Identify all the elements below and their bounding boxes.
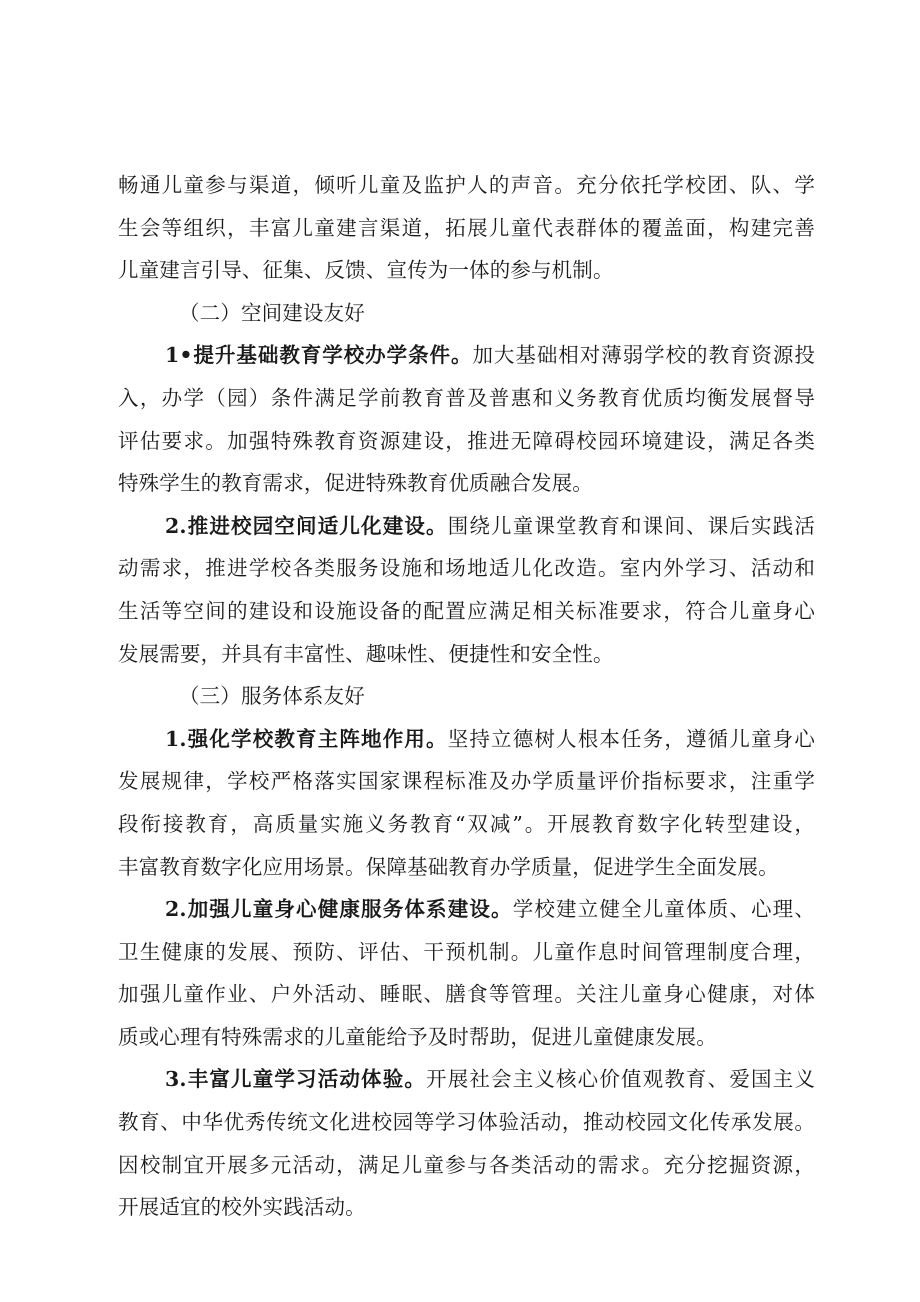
item-lead: 1•提升基础教育学校办学条件。	[165, 343, 473, 368]
text-line: 特殊学生的教育需求，促进特殊教育优质融合发展。	[118, 471, 593, 496]
text-line: 畅通儿童参与渠道，倾听儿童及监护人的声音。充分依托学校团、队、学	[118, 173, 815, 197]
text-line: 生活等空间的建设和设施设备的配置应满足相关标准要求，符合儿童身心	[118, 598, 815, 623]
text-line: 丰富教育数字化应用场景。保障基础教育办学质量，促进学生全面发展。	[118, 854, 779, 879]
paragraph-item-health-service	[118, 888, 815, 1058]
text-line	[118, 718, 815, 761]
text-line	[118, 505, 815, 548]
text-line: 加强儿童作业、户外活动、睡眠、膳食等管理。关注儿童身心健康，对体	[118, 982, 815, 1007]
paragraph-participation	[118, 164, 815, 292]
item-text: 开展社会主义核心价值观教育、爱国主义	[426, 1067, 815, 1092]
document-body	[118, 164, 815, 1229]
item-lead: 3.丰富儿童学习活动体验。	[165, 1067, 427, 1092]
text-line	[118, 888, 815, 931]
item-text: 学校建立健全儿童体质、心理、	[512, 897, 815, 922]
item-lead: 1.强化学校教育主阵地作用。	[165, 726, 448, 751]
item-lead: 2.加强儿童身心健康服务体系建设。	[165, 897, 513, 922]
paragraph-item-campus-space	[118, 505, 815, 675]
text-line: 卫生健康的发展、预防、评估、干预机制。儿童作息时间管理制度合理，	[118, 939, 815, 964]
item-text: 围绕儿童课堂教育和课间、课后实践活	[447, 513, 815, 538]
text-line: 教育、中华优秀传统文化进校园等学习体验活动，推动校园文化传承发展。	[118, 1110, 815, 1135]
text-line: 生会等组织，丰富儿童建言渠道，拓展儿童代表群体的覆盖面，构建完善	[118, 215, 815, 240]
text-line	[118, 334, 815, 377]
item-text: 坚持立德树人根本任务，遵循儿童身心	[447, 726, 815, 751]
item-lead: 2.推进校园空间适儿化建设。	[165, 513, 448, 538]
section-heading-space: （二）空间建设友好	[179, 300, 365, 325]
text-line: 发展需要，并具有丰富性、趣味性、便捷性和安全性。	[118, 641, 614, 666]
text-line: 段衔接教育，高质量实施义务教育“双减”。开展教育数字化转型建设，	[118, 811, 815, 836]
text-line: 入，办学（园）条件满足学前教育普及普惠和义务教育优质均衡发展督导	[118, 385, 815, 410]
paragraph-item-school-conditions	[118, 334, 815, 504]
text-line	[118, 1058, 815, 1101]
text-line: 儿童建言引导、征集、反馈、宣传为一体的参与机制。	[118, 258, 614, 283]
text-line: 评估要求。加强特殊教育资源建设，推进无障碍校园环境建设，满足各类	[118, 428, 815, 453]
text-line: 动需求，推进学校各类服务设施和场地适儿化改造。室内外学习、活动和	[118, 556, 815, 581]
text-line: 发展规律，学校严格落实国家课程标准及办学质量评价指标要求，注重学	[118, 769, 815, 794]
text-line: 开展适宜的校外实践活动。	[118, 1195, 366, 1220]
text-line: 质或心理有特殊需求的儿童能给予及时帮助，促进儿童健康发展。	[118, 1024, 717, 1049]
item-text: 加大基础相对薄弱学校的教育资源投	[472, 343, 815, 368]
section-heading-service: （三）服务体系友好	[179, 684, 365, 709]
paragraph-item-school-education	[118, 718, 815, 888]
paragraph-item-learning-activities	[118, 1058, 815, 1228]
text-line: 因校制宜开展多元活动，满足儿童参与各类活动的需求。充分挖掘资源，	[118, 1152, 815, 1177]
